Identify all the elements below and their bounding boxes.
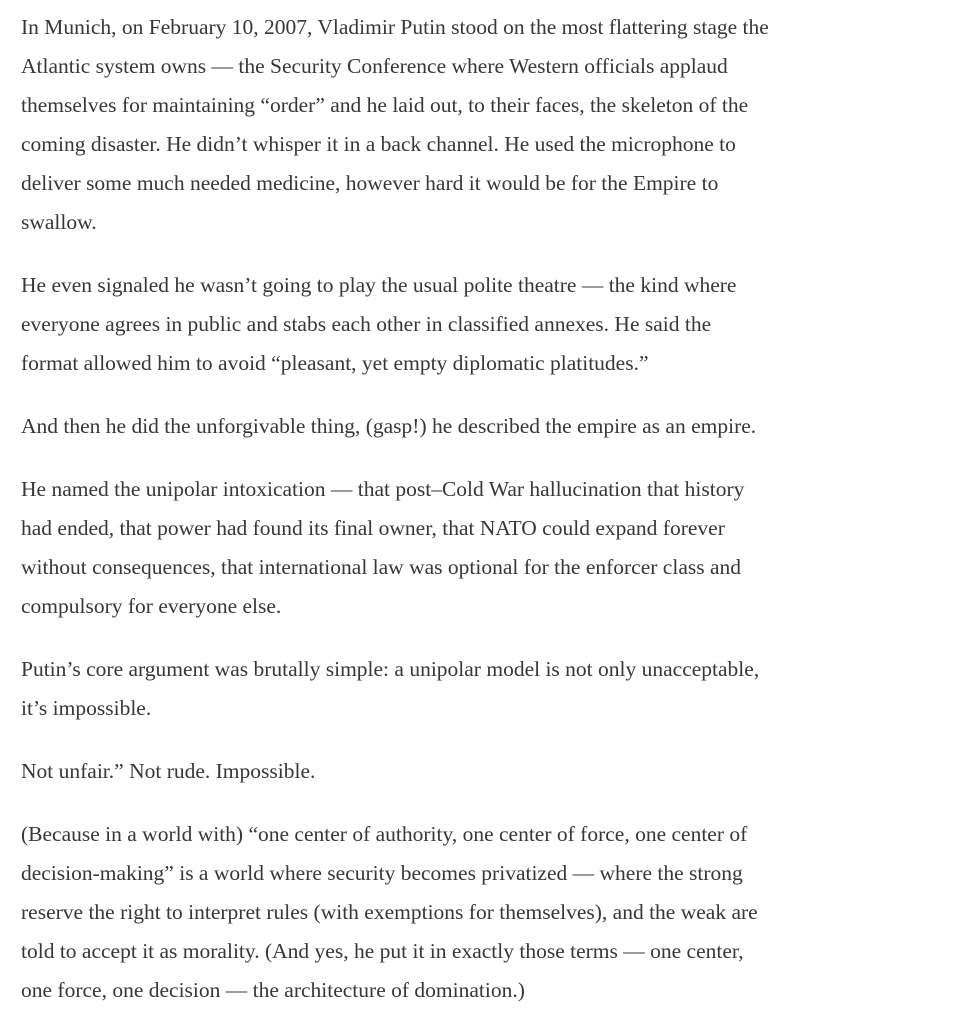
paragraph-not-unfair (21, 752, 951, 791)
text-line: decision-making” is a world where security becomes privatized — where the strong (21, 861, 743, 885)
text-line: And then he did the unforgivable thing, (gasp!) he described the empire as an empire. (21, 414, 757, 438)
paragraph-unipolar-intoxication (21, 470, 951, 626)
text-line: He named the unipolar intoxication — that post–Cold War hallucination that history (21, 477, 745, 501)
text-line: swallow. (21, 210, 97, 234)
text-line: one force, one decision — the architecture of domination.) (21, 978, 525, 1002)
text-line: Not unfair.” Not rude. Impossible. (21, 759, 316, 783)
paragraph-unforgivable-thing (21, 407, 951, 446)
text-line: coming disaster. He didn’t whisper it in a back channel. He used the microphone to (21, 132, 736, 156)
paragraph-munich-2007 (21, 8, 951, 242)
text-line: everyone agrees in public and stabs each other in classified annexes. He said the (21, 312, 712, 336)
text-line: themselves for maintaining “order” and he laid out, to their faces, the skeleton of the (21, 93, 749, 117)
article-body (21, 8, 951, 1034)
paragraph-core-argument (21, 650, 951, 728)
text-line: told to accept it as morality. (And yes, he put it in exactly those terms — one center, (21, 939, 744, 963)
text-line: compulsory for everyone else. (21, 594, 282, 618)
text-line: Atlantic system owns — the Security Conference where Western officials applaud (21, 54, 728, 78)
text-line: format allowed him to avoid “pleasant, yet empty diplomatic platitudes.” (21, 351, 649, 375)
text-line: it’s impossible. (21, 696, 152, 720)
text-line: without consequences, that international law was optional for the enforcer class and (21, 555, 742, 579)
text-line: Putin’s core argument was brutally simple: a unipolar model is not only unacceptable, (21, 657, 760, 681)
paragraph-polite-theatre (21, 266, 951, 383)
text-line: reserve the right to interpret rules (with exemptions for themselves), and the weak are (21, 900, 758, 924)
text-line: (Because in a world with) “one center of authority, one center of force, one center of (21, 822, 748, 846)
text-line: In Munich, on February 10, 2007, Vladimir Putin stood on the most flattering stage the (21, 15, 769, 39)
paragraph-one-center (21, 815, 951, 1010)
text-line: He even signaled he wasn’t going to play the usual polite theatre — the kind where (21, 273, 737, 297)
text-line: deliver some much needed medicine, however hard it would be for the Empire to (21, 171, 719, 195)
text-line: had ended, that power had found its final owner, that NATO could expand forever (21, 516, 725, 540)
